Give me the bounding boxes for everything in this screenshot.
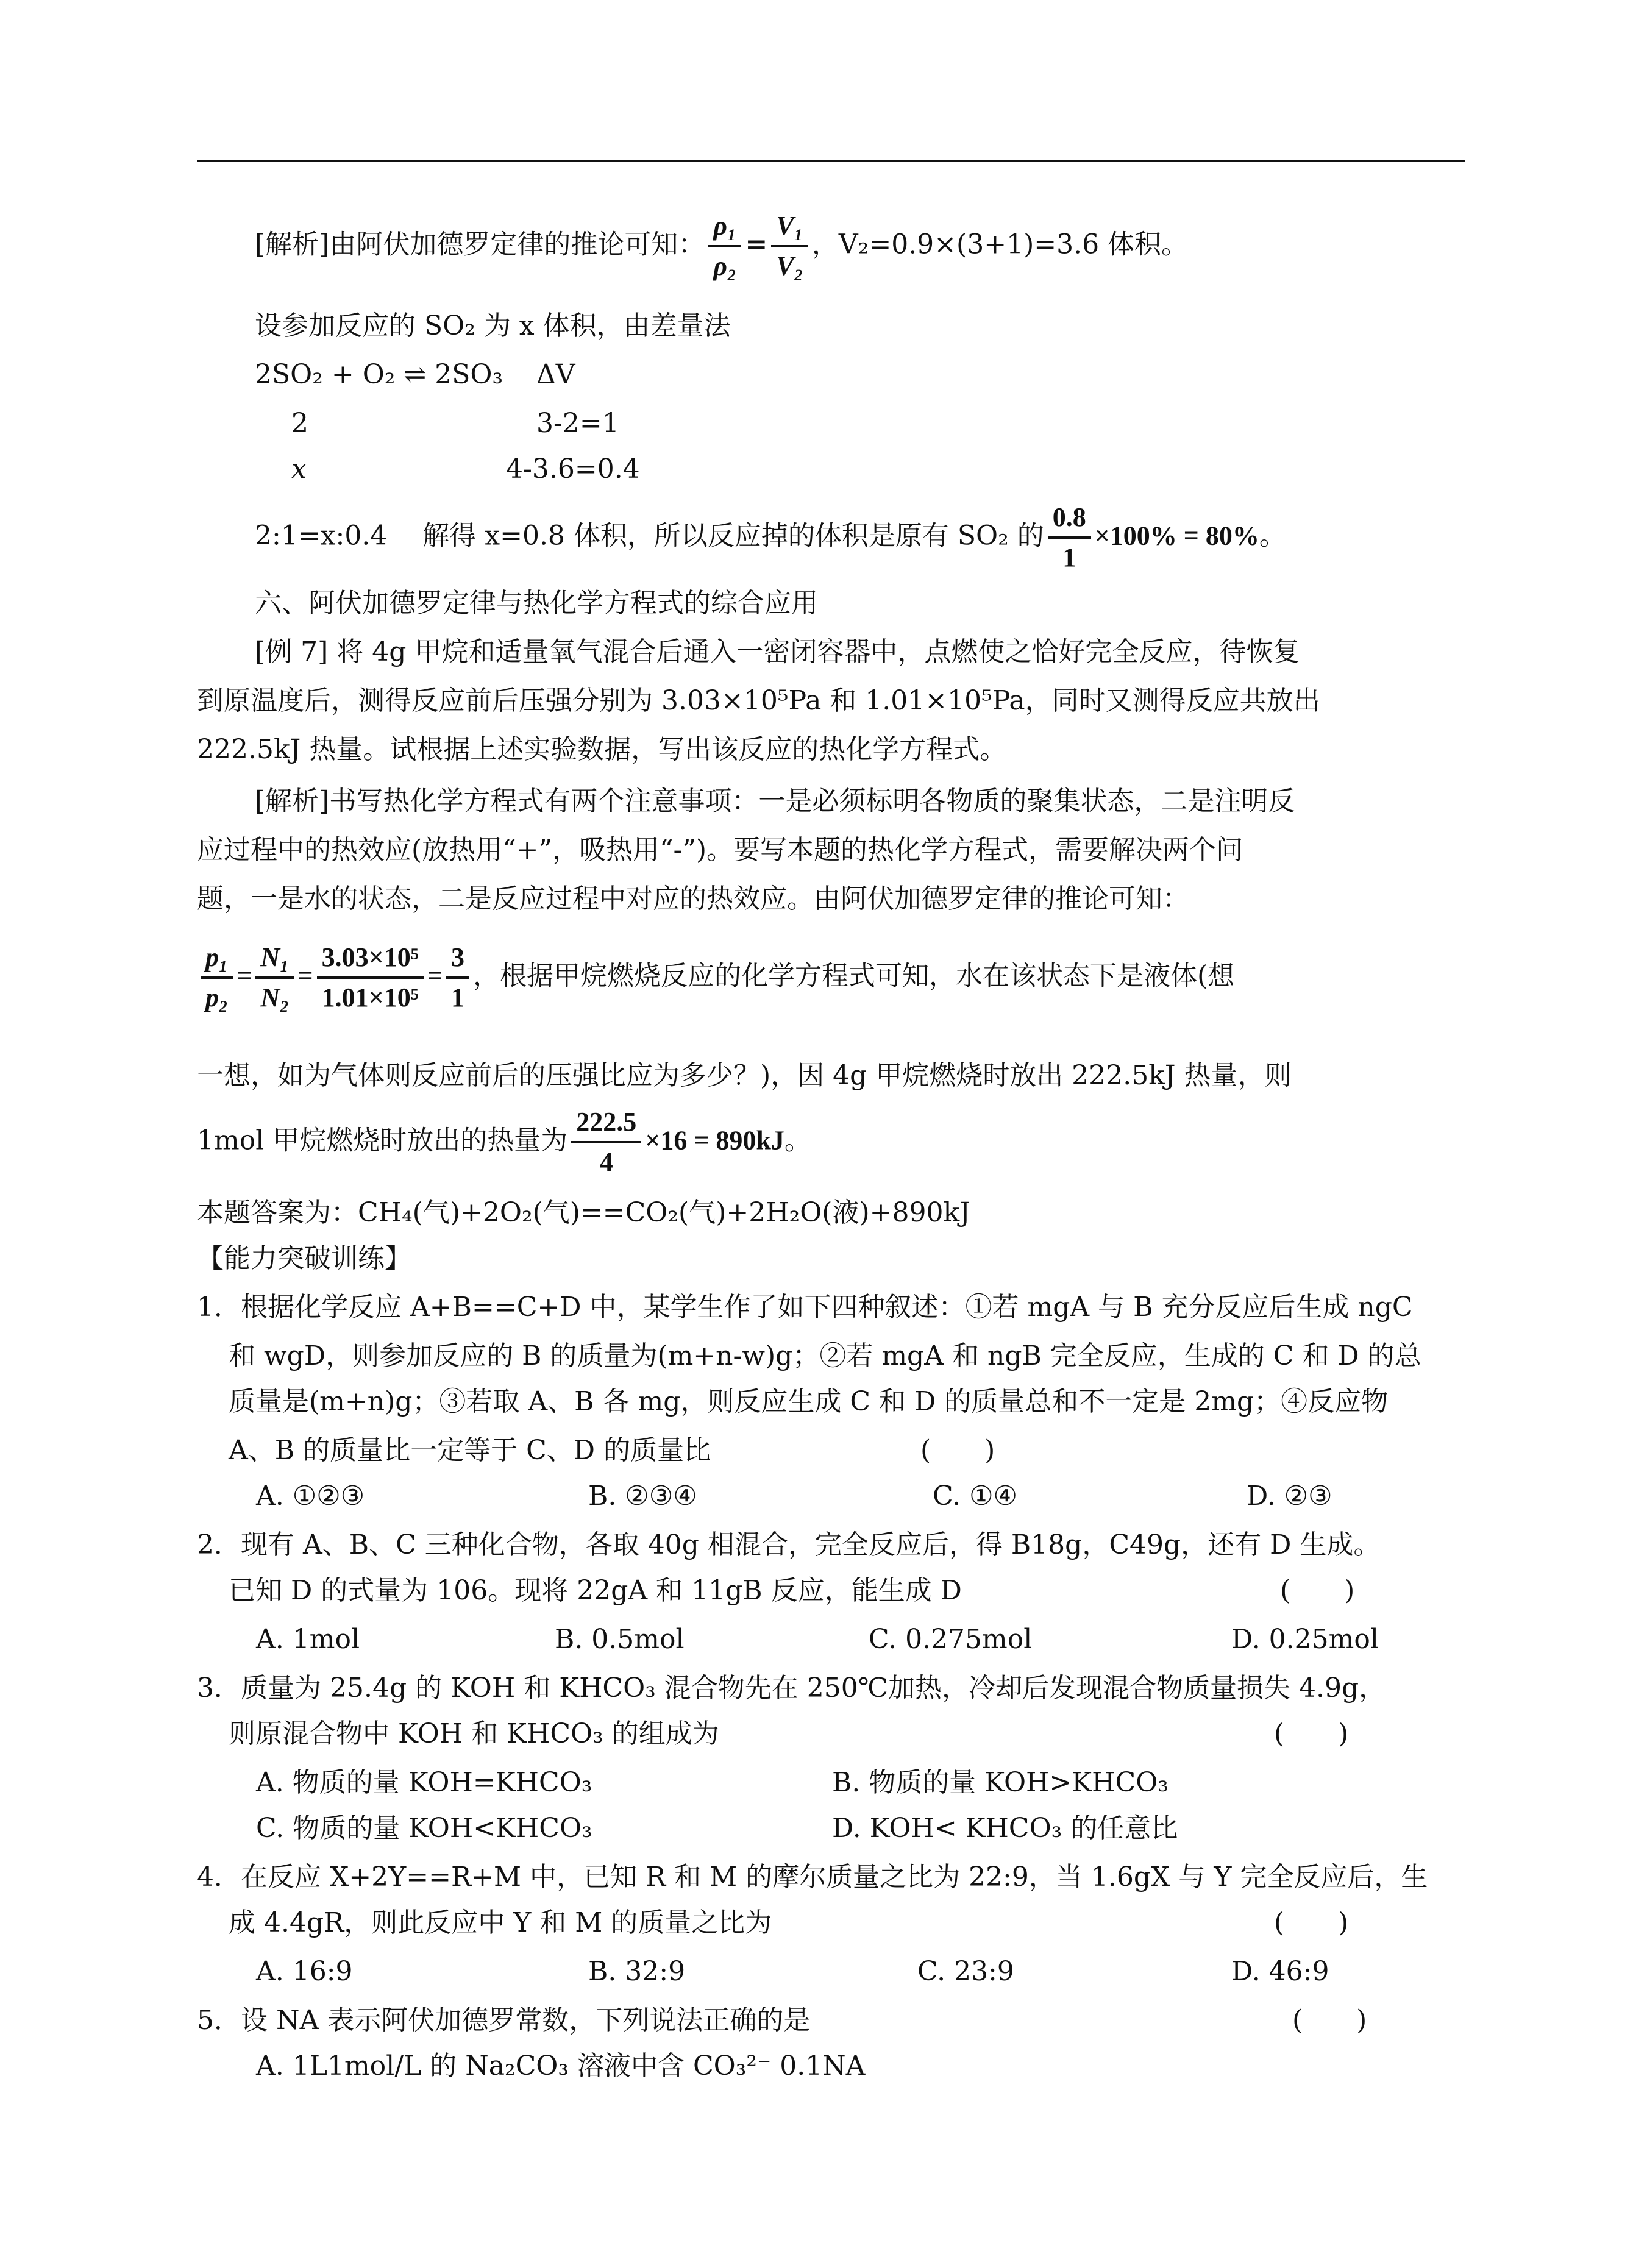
analysis-2-line-2: 应过程中的热效应(放热用“+”，吸热用“-”)。要写本题的热化学方程式，需要解决两个问 [197, 834, 1243, 866]
var-x: x [291, 453, 307, 485]
q3-option-a[interactable]: A. 物质的量 KOH=KHCO₃ [256, 1767, 592, 1798]
q5-option-a[interactable]: A. 1L1mol/L 的 Na₂CO₃ 溶液中含 CO₃²⁻ 0.1NA [256, 2050, 866, 2081]
training-heading: 【能力突破训练】 [197, 1243, 411, 1274]
value-fraction [317, 939, 424, 1017]
q4-line-2: 成 4.4gR，则此反应中 Y 和 M 的质量之比为 [229, 1907, 772, 1938]
heat-line [197, 1103, 811, 1181]
v1: V₁ [776, 211, 803, 241]
q1-option-c[interactable]: C. ①④ [933, 1481, 1017, 1512]
ratio-1: 1 [450, 983, 464, 1012]
rho2: ρ₂ [713, 251, 737, 281]
reaction-equation: 2SO₂ + O₂ ⇌ 2SO₃ [255, 359, 503, 390]
q1-option-a[interactable]: A. ①②③ [256, 1481, 365, 1512]
pressure-a: 3.03×10⁵ [317, 939, 424, 979]
analysis-2-line-1: [解析]书写热化学方程式有两个注意事项：一是必须标明各物质的聚集状态，二是注明反 [255, 786, 1295, 817]
q4-option-d[interactable]: D. 46:9 [1231, 1956, 1329, 1987]
heat-den: 4 [599, 1147, 613, 1177]
heat-result: ×16 = 890kJ [645, 1125, 784, 1156]
simple-fraction [446, 939, 469, 1017]
n2: N₂ [260, 983, 290, 1012]
density-fraction [708, 207, 741, 285]
pressure-ratio-line: $\frac{\text{p₁}}{\text{p₂}}$ = $\frac{\text{N₁}}{\text{N₂}}$ = $\frac{\text{3.03×10⁵}}{\text{1.01×10⁵}}$ = $\frac{3}{1}$ ，根据甲烷燃烧反应的化学方程式可知，水在该状态下是液体(想 [197, 939, 1234, 1017]
header-rule [197, 160, 1465, 162]
analysis-2-line-3: 题，一是水的状态，二是反应过程中对应的热效应。由阿伏加德罗定律的推论可知： [197, 883, 1189, 914]
q3-option-c[interactable]: C. 物质的量 KOH<KHCO₃ [256, 1813, 592, 1844]
q5-answer-blank[interactable]: ( ) [1292, 2005, 1367, 2036]
q2-answer-blank[interactable]: ( ) [1280, 1575, 1355, 1606]
heat-num: 222.5 [571, 1103, 641, 1143]
q2-line-1: 2．现有 A、B、C 三种化合物，各取 40g 相混合，完全反应后，得 B18g，C49g，还有 D 生成。 [197, 1529, 1381, 1560]
heat-fraction [571, 1103, 641, 1181]
q3-option-d[interactable]: D. KOH< KHCO₃ 的任意比 [832, 1813, 1178, 1844]
result-end: 。 [1259, 520, 1286, 552]
analysis-2-line-4: 一想，如为气体则反应前后的压强比应为多少？)，因 4g 甲烷燃烧时放出 222.5kJ 热量，则 [197, 1060, 1292, 1091]
section-6-title: 六、阿伏加德罗定律与热化学方程式的综合应用 [255, 588, 818, 619]
ratio-fraction [1048, 499, 1091, 577]
answer-line: 本题答案为：CH₄(气)+2O₂(气)==CO₂(气)+2H₂O(液)+890kJ [197, 1197, 970, 1228]
ratio-den: 1 [1062, 542, 1076, 572]
heat-pre: 1mol 甲烷燃烧时放出的热量为 [197, 1125, 568, 1156]
analysis-1-post: ，V₂=0.9×(3+1)=3.6 体积。 [811, 229, 1189, 260]
analysis-line-1: [解析]由阿伏加德罗定律的推论可知： $\frac{\text{ρ₁}}{\text{ρ₂}}$ = $\frac{\text{V₁}}{\text{V₂}}$ ，V₂=0.9×(3+1)=3.6 体积。 [255, 207, 1188, 285]
q3-line-2: 则原混合物中 KOH 和 KHCO₃ 的组成为 [229, 1718, 719, 1749]
moles-fraction [255, 939, 294, 1017]
pressure-b: 1.01×10⁵ [321, 983, 419, 1012]
example-7-line-1: [例 7] 将 4g 甲烷和适量氧气混合后通入一密闭容器中，点燃使之恰好完全反应，待恢复 [255, 636, 1300, 667]
q2-line-2: 已知 D 的式量为 106。现将 22gA 和 11gB 反应，能生成 D [229, 1575, 962, 1606]
result-percent: ×100% = 80% [1094, 521, 1259, 551]
delta-v-label: ΔV [536, 359, 575, 390]
delta-1: 3-2=1 [536, 408, 619, 439]
q2-option-b[interactable]: B. 0.5mol [555, 1624, 685, 1655]
q3-answer-blank[interactable]: ( ) [1274, 1718, 1349, 1749]
pressure-fraction [201, 939, 233, 1017]
q1-option-b[interactable]: B. ②③④ [588, 1481, 697, 1512]
q4-answer-blank[interactable]: ( ) [1274, 1907, 1349, 1938]
rho1: ρ₁ [713, 211, 737, 241]
q1-line-4: A、B 的质量比一定等于 C、D 的质量比 [229, 1435, 711, 1466]
q4-option-c[interactable]: C. 23:9 [917, 1956, 1014, 1987]
q2-option-d[interactable]: D. 0.25mol [1231, 1624, 1379, 1655]
q1-line-3: 质量是(m+n)g；③若取 A、B 各 mg，则反应生成 C 和 D 的质量总和不一定是 2mg；④反应物 [229, 1386, 1389, 1417]
n1: N₁ [255, 939, 294, 979]
delta-04: 4-3.6=0.4 [506, 453, 640, 485]
q2-option-a[interactable]: A. 1mol [256, 1624, 360, 1655]
v2: V₂ [776, 251, 803, 281]
q4-option-a[interactable]: A. 16:9 [256, 1956, 353, 1987]
ratio-3: 3 [446, 939, 469, 979]
q1-answer-blank[interactable]: ( ) [920, 1435, 995, 1466]
ratio-num: 0.8 [1048, 499, 1091, 539]
example-7-line-2: 到原温度后，测得反应前后压强分别为 3.03×10⁵Pa 和 1.01×10⁵Pa，同时又测得反应共放出 [197, 685, 1320, 716]
q1-option-d[interactable]: D. ②③ [1247, 1481, 1332, 1512]
q3-line-1: 3．质量为 25.4g 的 KOH 和 KHCO₃ 混合物先在 250℃加热，冷却后发现混合物质量损失 4.9g， [197, 1673, 1386, 1704]
p1: p₁ [201, 939, 233, 979]
q5-line-1: 5．设 NA 表示阿伏加德罗常数，下列说法正确的是 [197, 2005, 811, 2036]
result-line [255, 499, 1286, 577]
q1-line-1: 1．根据化学反应 A+B==C+D 中，某学生作了如下四种叙述：①若 mgA 与 B 充分反应后生成 ngC [197, 1292, 1413, 1323]
q4-line-1: 4．在反应 X+2Y==R+M 中，已知 R 和 M 的摩尔质量之比为 22:9，当 1.6gX 与 Y 完全反应后，生 [197, 1861, 1428, 1893]
q2-option-c[interactable]: C. 0.275mol [869, 1624, 1033, 1655]
q3-option-b[interactable]: B. 物质的量 KOH>KHCO₃ [832, 1767, 1169, 1798]
q4-option-b[interactable]: B. 32:9 [588, 1956, 686, 1987]
line-setup: 设参加反应的 SO₂ 为 x 体积，由差量法 [255, 310, 731, 341]
p2: p₂ [205, 983, 229, 1012]
pressure-post: ，根据甲烷燃烧反应的化学方程式可知，水在该状态下是液体(想 [472, 960, 1235, 992]
q1-line-2: 和 wgD，则参加反应的 B 的质量为(m+n-w)g；②若 mgA 和 ngB 完全反应，生成的 C 和 D 的总 [229, 1340, 1421, 1371]
coef-2: 2 [291, 408, 308, 439]
example-7-line-3: 222.5kJ 热量。试根据上述实验数据，写出该反应的热化学方程式。 [197, 734, 1007, 765]
result-pre: 2:1=x:0.4 解得 x=0.8 体积，所以反应掉的体积是原有 SO₂ 的 [255, 520, 1044, 552]
analysis-1-pre: [解析]由阿伏加德罗定律的推论可知： [255, 229, 705, 260]
volume-fraction [771, 207, 808, 285]
heat-end: 。 [784, 1125, 811, 1156]
